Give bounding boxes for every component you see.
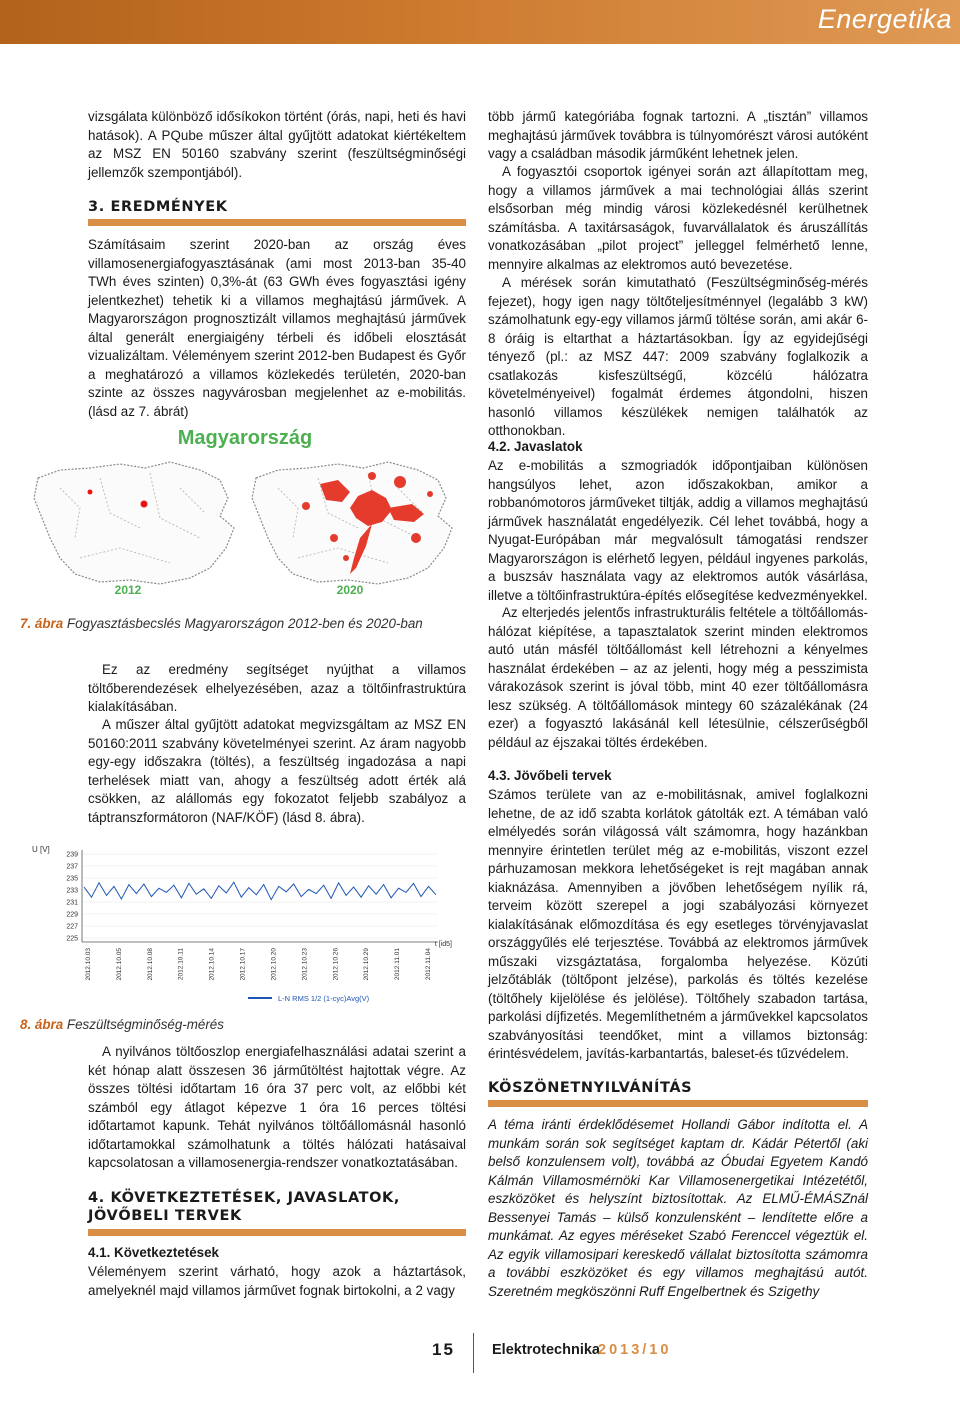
map-2020-outline	[252, 462, 452, 584]
right-paragraph-3: A mérések során kimutatható (Feszültségminőség-mérés fejezet), hogy igen nagy töltőteljesítménnyel (legalább 3 kW) számolhatunk egy-egy villamos jármű töltése során, ami akár 6-8 óráig is eltarthat a háztartásokban. Így az egyidejűségi tényező (pl.: az MSZ 447: 2009 szabvány foglalkozik a csatlakozás kisfeszültségű, közcélú hálózatra követelményeivel) fogalmát érdemes átgondolni, hiszen hasonló villamos készülékek nemigen találhatók az otthonokban.	[488, 275, 868, 438]
chart-series-line	[84, 882, 436, 899]
section-3-heading: 3. EREDMÉNYEK	[88, 199, 228, 215]
subsection-4-3-paragraph: Számos területe van az e-mobilitásnak, amivel foglalkozni lehetne, de az idő szabta korlátok gátolták ezt. A témában való elmélyedés során világossá vált számomra, hogy hazánkban mennyire érintetlen terület még az e-mobilitás, viszont ezzel párhuzamosan mekkora lehetőségeket is rejt magában annak kiaknázása. Amennyiben a jövőben lehetőségem nyílik rá, terveim között szerepel a jogi szabályozási környezet kialakításának előmozdítása és egy esetleges törvényjavaslat országgyűlés elé terjesztése. Továbbá az elektromos járművek műszaki vizsgáztatása, forgalomba helyezése. Közúti jelzőtáblák (töltőpont jelzése), parkolás és töltés kezelése (töltőhely kijelölése és jelölése). Töltőhely szabadon tartása, parkolási díjfizetés. Megemlíthetném a járművekkel kapcsolatos szabványosítási teendőket, mint a villamos biztonság: érintésvédelem, javítás-karbantartás, baleset-és tűzvédelem.	[488, 787, 868, 1061]
section-3-paragraph: Számításaim szerint 2020-ban az ország éves villamosenergiafogyasztásának (ami most 2013-ban 35-40 TWh éves szinten) 0,3%-át (63 GWh éves fogyasztási igény jelentkezhet) tehetik ki a villamos meghajtású járművek. A Magyarországon prognosztizált villamos meghajtású járművek által generált energiaigény térbeli és időbeli elosztását vizualizáltam. Véleményem szerint 2012-ben Budapest és Győr a meghatározó a villamos közlekedés területén, 2020-ban szinte az összes nagyvárosban megjelenhet az e-mobilitás. (lásd az 7. ábrát)	[88, 237, 466, 419]
intro-paragraph: vizsgálata különböző idősíkokon történt (órás, napi, heti és havi hatások). A PQube műszer által gyűjtött adatokat kiértékeltem az MSZ EN 50160 szabvány szerint (feszültségminőségi jellemzők szempontjából).	[88, 109, 466, 180]
acknowledgement-paragraph: A téma iránti érdeklődésemet Hollandi Gábor indította el. A munkám során sok segítséget kaptam dr. Kádár Pétertől (aki belső konzulensem volt), továbbá az Óbudai Egyetem Kandó Kálmán Villamosmérnöki Kar Villamosenergetikai Intézetétől, eszközöket és helyszínt biztosítottak. Az ELMŰ-ÉMÁSZnál Bessenyei Tamás – külső konzulensként – lendítette előre a munkámat. Az egyes méréseket Szabó Ferenccel végeztük el. Az egyik villamosipari kereskedő vállalat biztosította számomra a további eszközöket és egy villamos meghajtású autót. Szeretném megköszönni Ruff Engelbertnek és Szigethy	[488, 1117, 868, 1299]
map-title: Magyarország	[177, 427, 313, 449]
figure-8	[28, 838, 466, 1008]
chart-y-tick-label: 227	[66, 923, 78, 931]
acknowledgement-rule	[488, 1100, 868, 1107]
subsection-4-1-paragraph: Véleményem szerint várható, hogy azok a háztartások, amelyeknél majd villamos járművet fognak birtokolni, a 2 vagy	[88, 1264, 466, 1298]
page-number: 15	[432, 1340, 455, 1359]
chart-x-tick-label: 2012.10.05	[115, 948, 123, 981]
chart-x-tick-label: 2012.10.20	[270, 948, 278, 981]
chart-ylabel: U [V]	[32, 845, 50, 854]
chart-y-tick-label: 229	[66, 911, 78, 919]
subsection-4-3-heading: 4.3. Jövőbeli tervek	[488, 768, 612, 783]
subsection-4-2-paragraph-2: Az elterjedés jelentős infrastrukturális feltétele a töltőállomás-hálózat kiépítése, a tapasztalatok szerint minden elektromos autó után másfél töltőállomást kell létrehozni a kényelmes használat érdekében – az az jelenti, hogy még a pesszimista várakozások szerint is jóval több, mint 40 ezer töltőállomásra lesz szükség. A töltőállomások mintegy 60 százalékának (24 ezer) a fogyasztó lakásánál kell létesülnie, célszerűségből például az éjszakai töltés érdekében.	[488, 605, 868, 750]
subsection-4-1-heading: 4.1. Következtetések	[88, 1245, 220, 1260]
figure-8-caption-text: Feszültségminőség-mérés	[66, 1017, 224, 1032]
voltage-chart	[28, 838, 466, 1008]
section-3-rule	[88, 219, 466, 226]
section-4-rule	[88, 1229, 466, 1236]
chart-y-tick-label: 235	[66, 875, 78, 883]
paragraph-after-fig8: A nyilvános töltőoszlop energiafelhasználási adatai szerint a két hónap alatt összesen 36 járműtöltést hajtottak végre. Az összes töltési időtartam 16 óra 37 perc volt, az előbbi két számból egy átlagot képezve 1 óra 16 perces töltési időtartamot kapunk. Tehát nyilvános töltőállomásnál hasonló időtartamokkal számolhatunk a töltés hálózati hatásaival kapcsolatosan a villamosenergia-rendszer vonatkoztatásában.	[88, 1044, 466, 1170]
figure-7-caption-text: Fogyasztásbecslés Magyarországon 2012-ben és 2020-ban	[66, 616, 423, 631]
chart-x-tick-label: 2012.10.26	[332, 948, 340, 981]
figure-7-caption	[20, 616, 423, 631]
chart-x-tick-label: 2012.10.23	[301, 948, 309, 981]
right-paragraph-1: több jármű kategóriába fognak tartozni. A „tisztán” villamos meghajtású járművek továbbra is túlnyomórészt városi autóként vagy a családban második járműként lehetnek jelen.	[488, 109, 868, 161]
chart-y-tick-label: 239	[66, 851, 78, 859]
chart-x-tick-label: 2012.10.14	[208, 948, 216, 981]
right-paragraph-2: A fogyasztói csoportok igényei során azt állapítottam meg, hogy a villamos járművek a mai technológiai állás szerint elsősorban még mindig városi közlekedésnél kerülhetnek számításba. A taxitársaságok, fuvarvállalatok és áruszállítás vonatkozásában „pilot project” jelleggel felmérhető lenne, mennyire alkalmas az elektromos autó bevezetése.	[488, 164, 868, 272]
header-band	[0, 0, 960, 44]
hungary-map-figure	[20, 418, 466, 604]
map-year-left: 2012	[114, 583, 142, 597]
figure-7	[20, 418, 466, 604]
footer-divider	[473, 1333, 474, 1373]
chart-x-tick-label: 2012.10.03	[85, 948, 92, 981]
chart-y-tick-label: 231	[66, 899, 78, 907]
section-4-heading-line2: JÖVŐBELI TERVEK	[88, 1208, 242, 1224]
chart-y-tick-label: 237	[66, 863, 78, 871]
subsection-4-2-heading: 4.2. Javaslatok	[488, 439, 583, 454]
paragraph-after-fig7-2: A műszer által gyűjtött adatokat megvizsgáltam az MSZ EN 50160:2011 szabvány követelményei szerint. Az áram nagyobb egy-egy időszakra (töltés), a feszültség ingadozása a napi terhelések miatt van, ahogy a feszültség adott érték alá csökken, az alállomás egy fokozatot feljebb szabályoz a táptranszformátoron (NAF/KÖF) (lásd 8. ábra).	[88, 717, 466, 825]
publication-name: Elektrotechnika	[492, 1342, 600, 1358]
chart-x-tick-label: 2012.10.08	[146, 948, 154, 981]
chart-x-tick-label: 2012.10.11	[177, 948, 185, 981]
chart-y-tick-label: 233	[66, 887, 78, 895]
chart-xlabel: t [id5]	[434, 941, 452, 948]
map-2012-outline	[34, 462, 234, 584]
figure-7-label: 7. ábra	[20, 616, 64, 631]
subsection-4-2-paragraph-1: Az e-mobilitás a szmogriadók időpontjaiban különösen hangsúlyos lehet, azon időszakokban, amikor a robbanómotoros járműveket tiltják, addig a villamos meghajtású járművek használatát engedélyezik. Cél lehet továbbá, hogy a Nyugat-Európában már megvalósult támogatási rendszer Magyarországon is elérhető legyen, például ingyenes parkolás, a buszsáv használata vagy az elektromos autók vásárlása, illetve a töltőinfrastruktúra-építés elősegítése kedvezményekkel.	[488, 458, 868, 603]
chart-legend-label: L-N RMS 1/2 (1-cyc)Avg(V)	[278, 994, 370, 1003]
map-year-right: 2020	[336, 583, 364, 597]
section-title: Energetika	[817, 4, 952, 34]
chart-x-tick-label: 2012.10.17	[239, 948, 247, 981]
issue-number: 2013/10	[598, 1342, 672, 1358]
chart-y-tick-label: 225	[66, 935, 78, 943]
acknowledgement-heading: KÖSZÖNETNYILVÁNÍTÁS	[488, 1080, 693, 1096]
figure-8-label: 8. ábra	[20, 1017, 64, 1032]
chart-x-tick-label: 2012.11.04	[425, 948, 432, 981]
paragraph-after-fig7-1: Ez az eredmény segítséget nyújthat a villamos töltőberendezések elhelyezésében, azaz a töltőinfrastruktúra kialakításában.	[88, 662, 466, 714]
map-2012-hotspot-gyor	[88, 490, 93, 495]
figure-8-caption	[20, 1017, 224, 1032]
map-2012-hotspot-budapest	[141, 501, 148, 508]
chart-x-tick-label: 2012.11.01	[394, 948, 402, 981]
section-4-heading-line1: 4. KÖVETKEZTETÉSEK, JAVASLATOK,	[88, 1190, 401, 1206]
chart-x-tick-label: 2012.10.29	[363, 948, 371, 981]
